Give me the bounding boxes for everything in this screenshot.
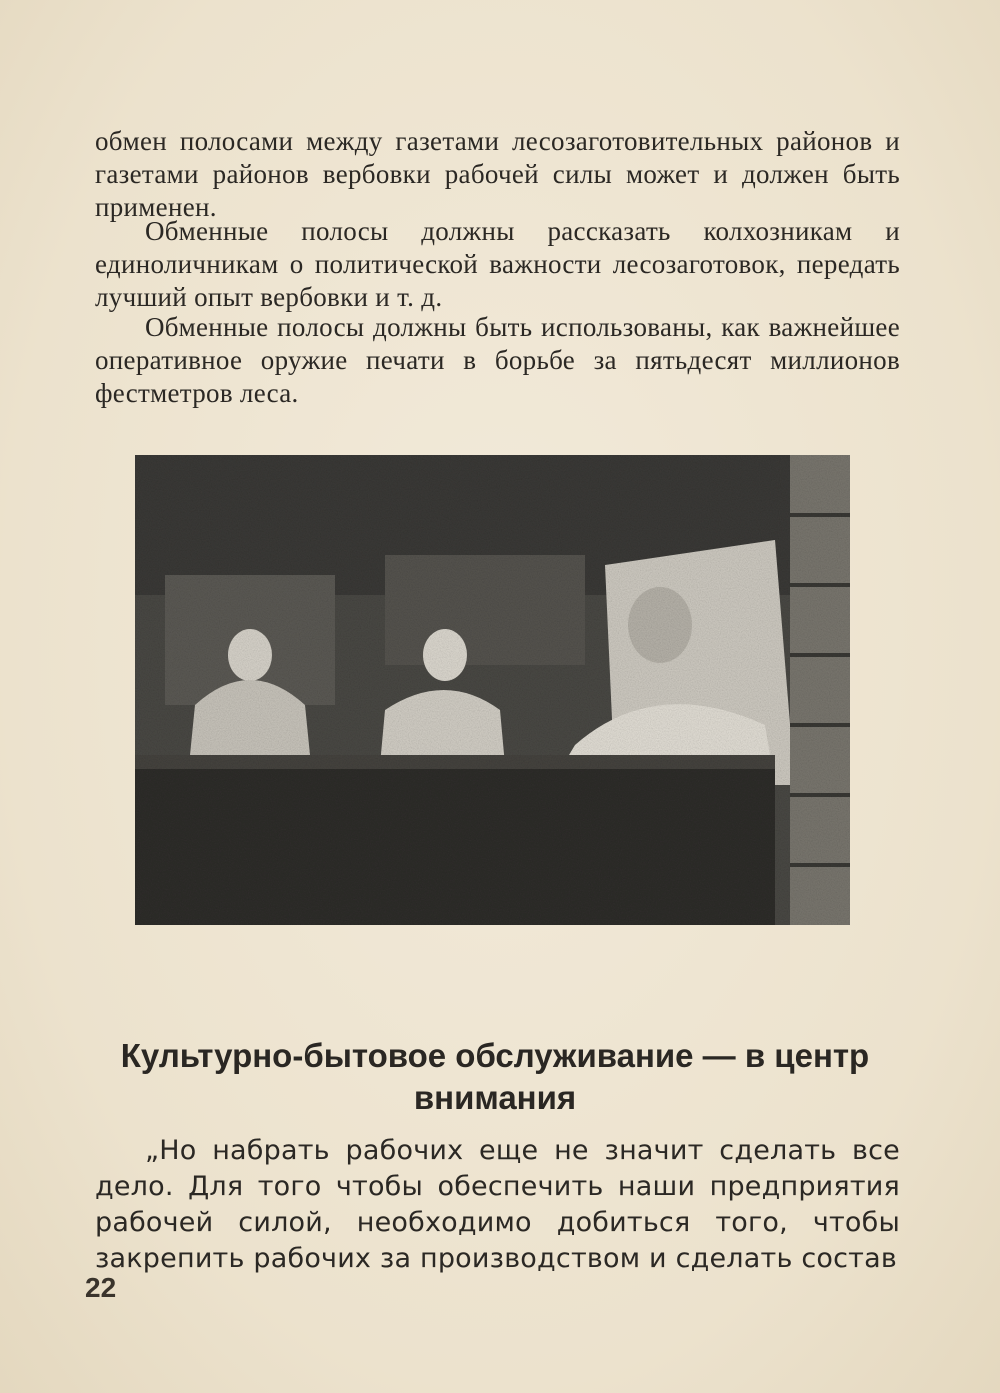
quote-paragraph: „Но набрать рабочих еще не значит сделать все дело. Для того чтобы обеспечить наши предприятия рабочей силой, необходимо добиться того, чтобы закрепить рабочих за производством и сделать состав	[95, 1135, 900, 1274]
page-number: 22	[85, 1272, 117, 1303]
paragraph-exchange-pages: обмен полосами между газетами лесозаготовительных районов и газетами районов вербовки рабочей силы может и должен быть применен.	[95, 126, 900, 222]
paragraph-exchange-pages-weapon: Обменные полосы должны быть использованы, как важнейшее оперативное оружие печати в борьбе за пятьдесят миллионов фестметров леса.	[95, 312, 900, 408]
paragraph-exchange-pages-purpose: Обменные полосы должны рассказать колхозникам и единоличникам о политической важности лесозаготовок, передать лучший опыт вербовки и т. д.	[95, 216, 900, 312]
section-heading: Культурно-бытовое обслуживание — в центр внимания	[120, 1037, 870, 1116]
halftone-photograph	[135, 455, 850, 925]
